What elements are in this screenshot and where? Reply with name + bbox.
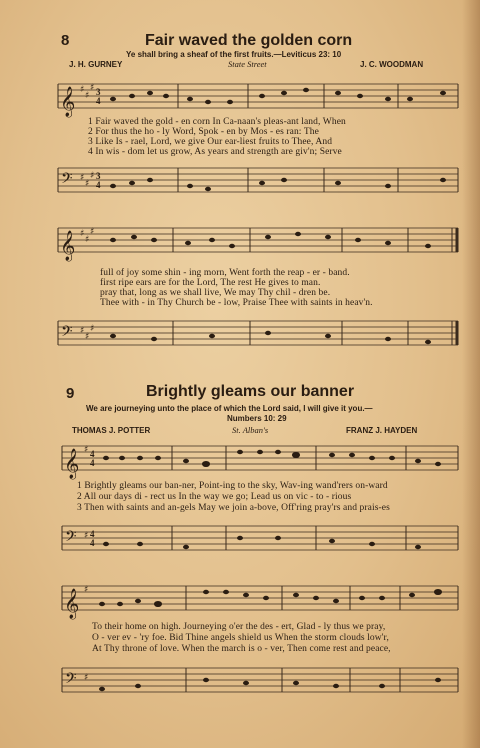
- hymn-9-epigraph-line-2: Numbers 10: 29: [227, 414, 287, 423]
- svg-text:3: 3: [96, 171, 101, 181]
- hymn-8-title: Fair waved the golden corn: [145, 32, 353, 49]
- svg-text:4: 4: [90, 538, 95, 548]
- hymn-9-number: 9: [66, 385, 75, 402]
- hymn-8-sys2-verse-4: Thee with - in Thy Church be - low, Praise Thee with saints in heav'n.: [100, 298, 373, 308]
- hymn-9-epigraph-line-1: We are journeying unto the place of which the Lord said, I will give it you.—: [86, 404, 373, 413]
- hymn-8-author: J. H. GURNEY: [69, 60, 123, 69]
- hymn-8-composer: J. C. WOODMAN: [360, 60, 424, 69]
- svg-text:♯: ♯: [84, 531, 89, 541]
- svg-text:𝄢: 𝄢: [65, 670, 77, 691]
- svg-text:♯: ♯: [90, 171, 95, 181]
- hymn-9-sys2-verse-2: O - ver ev - 'ry foe. Bid Thine angels shield us When the storm clouds low'r,: [92, 633, 389, 643]
- svg-text:4: 4: [96, 180, 101, 190]
- svg-text:♯: ♯: [85, 332, 90, 342]
- hymn-9-sys2-verse-1: To their home on high. Journeying o'er the des - ert, Glad - ly thus we pray,: [92, 622, 386, 632]
- hymn-8-sys1-verse-2: 2 For thus the ho - ly Word, Spok - en by Mos - es ran: The: [88, 127, 319, 137]
- svg-text:4: 4: [90, 458, 95, 468]
- hymn-9-sys1-verse-1: 1 Brightly gleams our ban-ner, Point-ing to the sky, Wav-ing wand'rers on-ward: [77, 481, 388, 491]
- svg-text:♯: ♯: [80, 85, 85, 95]
- svg-text:♯: ♯: [80, 173, 85, 183]
- hymn-8-sys2-verse-3: pray that, long as we shall live, We may Thy chil - dren be.: [100, 288, 331, 298]
- hymn-8-system-2-treble-staff: [58, 222, 458, 260]
- hymn-9-system-1-bass-staff: [62, 520, 458, 558]
- hymn-8-sys2-verse-1: full of joy some shin - ing morn, Went forth the reap - er - band.: [100, 268, 350, 278]
- svg-text:𝄞: 𝄞: [64, 589, 80, 619]
- hymn-8-tune: State Street: [228, 59, 267, 69]
- svg-text:♯: ♯: [85, 179, 90, 189]
- hymn-9-title: Brightly gleams our banner: [146, 383, 355, 400]
- hymn-8-number: 8: [61, 32, 70, 49]
- hymn-9-sys1-verse-3: 3 Then with saints and an-gels May we join a-bove, Off'ring pray'rs and prais-es: [77, 503, 390, 513]
- hymn-9-sys1-verse-2: 2 All our days di - rect us In the way we go; Lead us on vic - to - rious: [77, 492, 352, 502]
- svg-text:𝄢: 𝄢: [65, 528, 77, 549]
- svg-text:♯: ♯: [90, 83, 95, 93]
- svg-text:♯: ♯: [84, 673, 89, 683]
- svg-text:𝄞: 𝄞: [60, 231, 76, 261]
- hymn-9-composer: FRANZ J. HAYDEN: [346, 426, 418, 435]
- hymn-9-sys2-verse-3: At Thy throne of love. When the march is o - ver, Then come rest and peace,: [92, 644, 391, 654]
- hymn-9-system-2-treble-staff: [62, 580, 458, 618]
- svg-text:♯: ♯: [85, 91, 90, 101]
- svg-text:♯: ♯: [84, 585, 89, 595]
- hymn-9-system-2-bass-staff: [62, 662, 458, 700]
- svg-text:♯: ♯: [80, 229, 85, 239]
- svg-text:♯: ♯: [84, 445, 89, 455]
- page-spine-shadow: [462, 0, 480, 748]
- svg-text:4: 4: [90, 529, 95, 539]
- svg-text:4: 4: [90, 449, 95, 459]
- svg-text:𝄢: 𝄢: [61, 323, 73, 344]
- hymn-9-author: THOMAS J. POTTER: [72, 426, 151, 435]
- hymn-8-sys1-verse-4: 4 In wis - dom let us grow, As years and strength are giv'n; Serve: [88, 147, 342, 157]
- svg-text:♯: ♯: [80, 326, 85, 336]
- hymn-8-system-1-treble-staff: [58, 78, 458, 116]
- hymn-9-tune: St. Alban's: [232, 425, 269, 435]
- svg-text:3: 3: [96, 87, 101, 97]
- hymn-9-system-1-treble-staff: [62, 440, 458, 478]
- hymn-8-epigraph: Ye shall bring a sheaf of the first fruits.—Leviticus 23: 10: [126, 50, 342, 59]
- svg-text:𝄢: 𝄢: [61, 170, 73, 191]
- svg-text:♯: ♯: [90, 227, 95, 237]
- svg-text:♯: ♯: [90, 324, 95, 334]
- hymn-8-sys2-verse-2: first ripe ears are for the Lord, The rest He gives to man.: [100, 278, 321, 288]
- hymn-8-sys1-verse-1: 1 Fair waved the gold - en corn In Ca-naan's pleas-ant land, When: [88, 117, 346, 127]
- hymn-8-system-1-bass-staff: [58, 162, 458, 200]
- hymn-8-sys1-verse-3: 3 Like Is - rael, Lord, we give Our ear-liest fruits to Thee, And: [88, 137, 333, 147]
- svg-text:♯: ♯: [85, 235, 90, 245]
- hymn-8-system-2-bass-staff: [58, 315, 458, 353]
- svg-text:𝄞: 𝄞: [60, 87, 76, 117]
- svg-text:4: 4: [96, 96, 101, 106]
- svg-text:𝄞: 𝄞: [64, 449, 80, 479]
